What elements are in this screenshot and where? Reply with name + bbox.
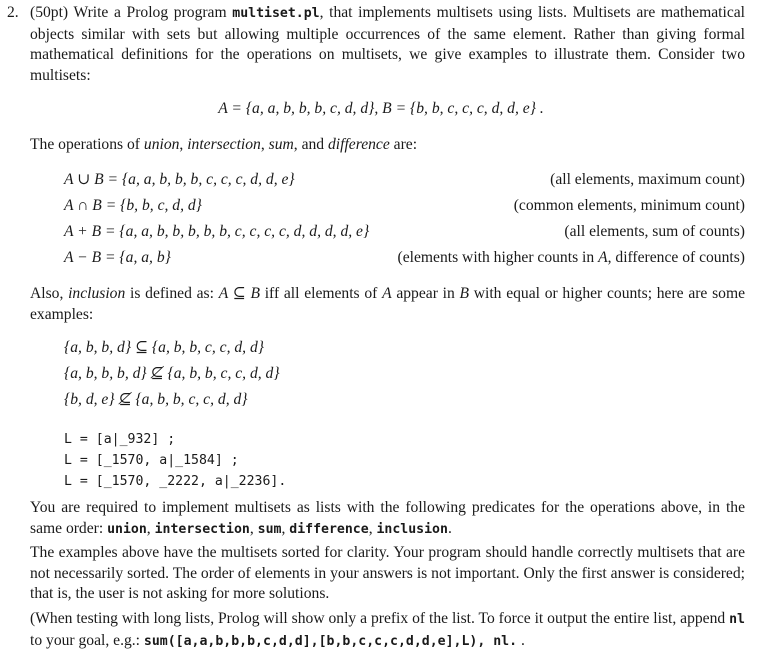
difference-word: difference bbox=[328, 136, 390, 153]
code-line: L = [_1570, a|_1584] ; bbox=[64, 453, 239, 468]
required-predicates: You are required to implement multisets as lists with the following predicates for the operations above, in the same order: union, intersection, sum, difference, inclusion. bbox=[30, 499, 745, 537]
operation-formula: A ∪ B = {a, a, b, b, b, c, c, c, d, d, e} bbox=[64, 171, 295, 188]
inclusion-example: {b, d, e} ⊈ {a, b, b, c, c, d, d} bbox=[64, 391, 248, 408]
inclusion-example: {a, b, b, b, d} ⊈ {a, b, b, c, c, d, d} bbox=[64, 365, 280, 382]
predicate-intersection: intersection bbox=[154, 521, 250, 537]
operations-intro: The operations of union, intersection, sum, and difference are: bbox=[30, 136, 418, 153]
operation-union-row bbox=[64, 170, 745, 191]
problem-number: 2. bbox=[7, 4, 19, 21]
intersection-word: intersection bbox=[187, 136, 261, 153]
inclusion-example: {a, b, b, d} ⊆ {a, b, b, c, c, d, d} bbox=[64, 339, 264, 356]
operation-note: (all elements, sum of counts) bbox=[564, 223, 745, 240]
problem-intro bbox=[7, 3, 745, 86]
multiset-definitions: A = {a, a, b, b, b, c, d, d}, B = {b, b, c, c, c, d, d, e} . bbox=[218, 100, 544, 117]
operation-intersection-row bbox=[64, 196, 745, 217]
operation-note: (common elements, minimum count) bbox=[513, 197, 745, 214]
goal-example: sum([a,a,b,b,b,c,d,d],[b,b,c,c,c,d,d,e],L), nl. bbox=[143, 633, 518, 649]
testing-note: (When testing with long lists, Prolog will show only a prefix of the list. To force it output the entire list, append nl to your goal, e.g.: sum([a,a,b,b,b,c,d,d],[b,b,c,c,c,d,d,e],L), nl. . bbox=[30, 610, 745, 649]
nl-keyword: nl bbox=[729, 612, 745, 627]
inclusion-definition: Also, inclusion is defined as: A ⊆ B iff all elements of A appear in B with equal or higher counts; here are some examples: bbox=[30, 285, 745, 323]
operation-formula: A + B = {a, a, b, b, b, b, b, c, c, c, c, d, d, d, d, e} bbox=[64, 223, 370, 240]
predicate-sum: sum bbox=[257, 521, 282, 537]
predicate-union: union bbox=[107, 521, 147, 537]
sum-word: sum bbox=[268, 136, 294, 153]
operation-difference-row bbox=[64, 248, 745, 269]
operation-formula: A ∩ B = {b, b, c, d, d} bbox=[64, 197, 202, 214]
operation-sum-row bbox=[64, 222, 745, 243]
code-line: L = [_1570, _2222, a|_2236]. bbox=[64, 474, 287, 489]
inclusion-word: inclusion bbox=[68, 285, 126, 302]
code-line: L = [a|_932] ; bbox=[64, 432, 176, 447]
problem-points: (50pt) Write a Prolog program bbox=[30, 4, 233, 21]
problem-intro-text: , that implements multisets using lists. Multisets are mathematical objects similar with sets but allowing multiple occurrences of the same element. Rather than giving formal mathematical definitions for the operations on multisets, we give examples to illustrate them. Consider two multisets: bbox=[30, 4, 745, 84]
operation-note: (elements with higher counts in A, difference of counts) bbox=[397, 249, 745, 266]
union-word: union bbox=[143, 136, 180, 153]
filename: multiset.pl bbox=[232, 6, 320, 21]
predicate-inclusion: inclusion bbox=[376, 521, 448, 537]
predicate-difference: difference bbox=[289, 521, 369, 537]
sorted-note: The examples above have the multisets sorted for clarity. Your program should handle correctly multisets that are not necessarily sorted. The order of elements in your answers is not important. Only the first answer is considered; that is, the user is not asking for more solutions. bbox=[30, 544, 745, 602]
operation-formula: A − B = {a, a, b} bbox=[64, 249, 171, 266]
inclusion-formula: A ⊆ B bbox=[218, 285, 260, 302]
operation-note: (all elements, maximum count) bbox=[550, 171, 745, 188]
